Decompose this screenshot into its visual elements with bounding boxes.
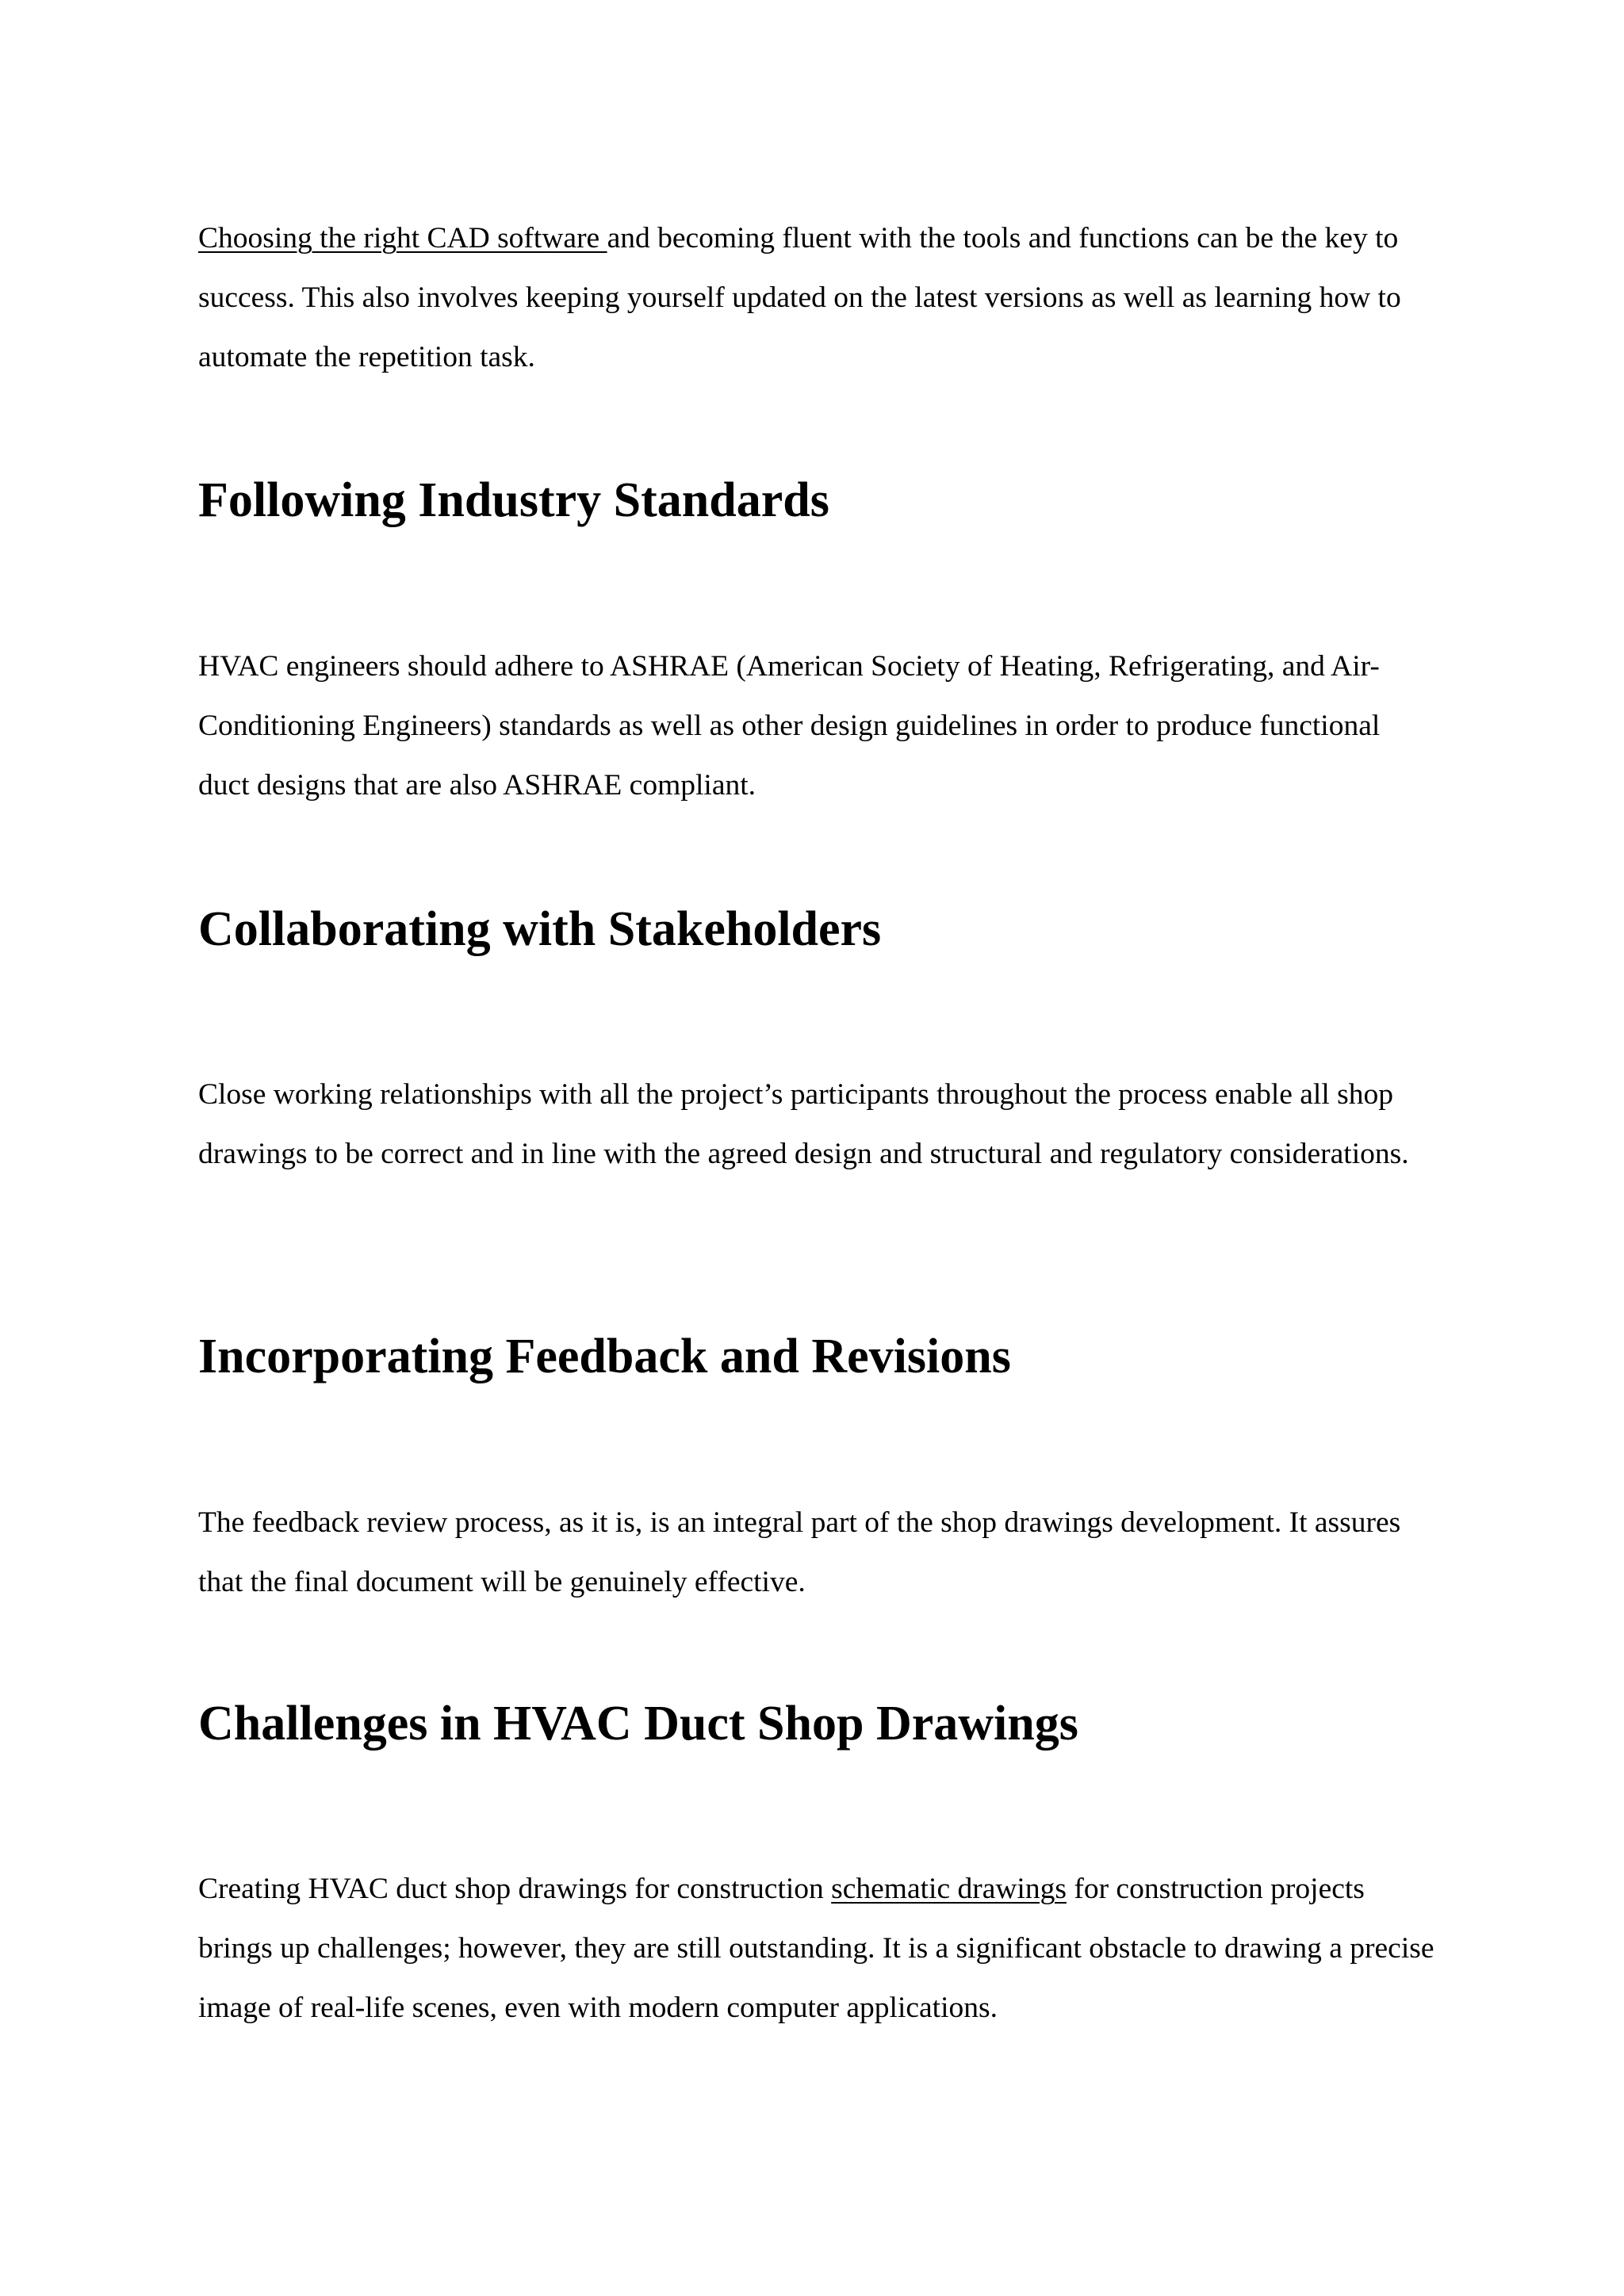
heading-following-industry-standards: Following Industry Standards (198, 473, 829, 527)
heading-collaborating-with-stakeholders: Collaborating with Stakeholders (198, 902, 882, 956)
link-choosing-cad-software[interactable]: Choosing the right CAD software (198, 222, 607, 254)
paragraph-text: and becoming fluent with the tools and functions can be the key to success. This also involves keeping yourself updated on the latest versions as well as learning how to automate the repetition task. (198, 222, 1401, 373)
paragraph-cad-software (198, 209, 1435, 387)
heading-incorporating-feedback: Incorporating Feedback and Revisions (198, 1330, 1011, 1383)
paragraph-industry-standards: HVAC engineers should adhere to ASHRAE (American Society of Heating, Refrigerating, and Air-Conditioning Engineers) standards as well as other design guidelines in order to produce functional duct designs that are also ASHRAE compliant. (198, 650, 1381, 802)
paragraph-stakeholders: Close working relationships with all the project’s participants throughout the process enable all shop drawings to be correct and in line with the agreed design and structural and regulatory considerations. (198, 1078, 1409, 1170)
paragraph-text: Creating HVAC duct shop drawings for construction (198, 1873, 832, 1905)
paragraph-text: for construction projects brings up challenges; however, they are still outstanding. It is a significant obstacle to drawing a precise image of real-life scenes, even with modern computer applications. (198, 1873, 1434, 2024)
heading-challenges-hvac: Challenges in HVAC Duct Shop Drawings (198, 1697, 1078, 1751)
paragraph-feedback: The feedback review process, as it is, is an integral part of the shop drawings development. It assures that the final document will be genuinely effective. (198, 1506, 1401, 1598)
link-schematic-drawings[interactable]: schematic drawings (831, 1873, 1067, 1905)
paragraph-challenges (198, 1859, 1435, 2038)
